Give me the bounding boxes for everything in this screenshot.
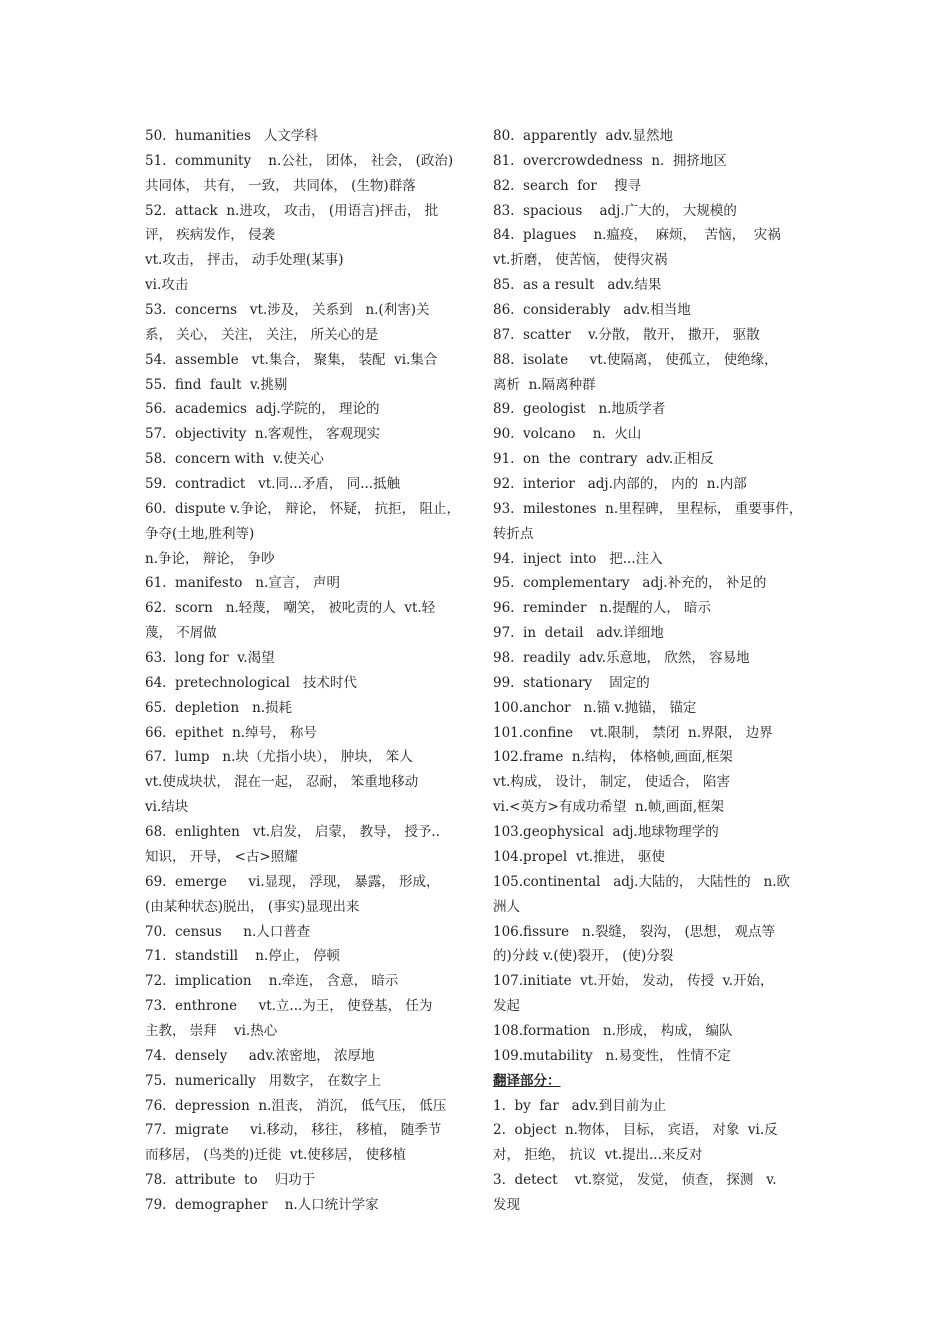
vocab-line: 91. on the contrary adv.正相反 (493, 451, 714, 468)
vocab-line: 101.confine vt.限制， 禁闭 n.界限， 边界 (493, 724, 773, 741)
vocab-line: 56. academics adj.学院的， 理论的 (145, 401, 380, 418)
vocab-line: 对， 拒绝， 抗议 vt.提出...来反对 (493, 1147, 703, 1164)
vocab-line: vi.攻击 (145, 277, 189, 294)
vocab-line: 87. scatter v.分散， 散开， 撒开， 驱散 (493, 326, 760, 343)
left-column (145, 124, 463, 1218)
vocab-line: n.争论， 辩论， 争吵 (145, 550, 275, 567)
vocab-line: 83. spacious adj.广大的， 大规模的 (493, 202, 737, 219)
vocab-line: 72. implication n.牵连， 含意， 暗示 (145, 973, 399, 990)
vocab-line: vi.<英方>有成功希望 n.帧,画面,框架 (493, 799, 725, 816)
vocab-line: 的)分歧 v.(使)裂开， (使)分裂 (493, 948, 674, 965)
vocab-line: 53. concerns vt.涉及， 关系到 n.(利害)关 (145, 302, 430, 319)
vocab-line: 85. as a result adv.结果 (493, 277, 662, 294)
vocab-line: 103.geophysical adj.地球物理学的 (493, 824, 719, 841)
vocab-line: 50. humanities 人文学科 (145, 128, 318, 144)
vocab-line: 84. plagues n.瘟疫， 麻烦， 苦恼， 灾祸 (493, 227, 781, 244)
vocab-line: 99. stationary 固定的 (493, 674, 650, 691)
vocab-line: 98. readily adv.乐意地， 欣然， 容易地 (493, 650, 750, 667)
vocab-line: 73. enthrone vt.立...为王， 使登基， 任为 (145, 998, 433, 1015)
vocab-line: 59. contradict vt.同...矛盾， 同...抵触 (145, 476, 401, 493)
vocab-line: 发现 (493, 1196, 520, 1213)
vocab-line: 77. migrate vi.移动， 移往， 移植， 随季节 (145, 1122, 442, 1139)
vocab-line: 主教， 崇拜 vi.热心 (145, 1022, 278, 1039)
vocab-line: 61. manifesto n.宣言， 声明 (145, 575, 341, 592)
vocab-line: 106.fissure n.裂缝， 裂沟， (思想， 观点等 (493, 923, 776, 940)
vocab-line: 76. depression n.沮丧， 消沉， 低气压， 低压 (145, 1097, 447, 1114)
vocab-line: 62. scorn n.轻蔑， 嘲笑， 被叱责的人 vt.轻 (145, 600, 436, 617)
vocab-line: 78. attribute to 归功于 (145, 1172, 316, 1189)
right-column (493, 124, 811, 1218)
vocab-line: 94. inject into 把...注入 (493, 550, 663, 567)
vocab-line: 52. attack n.进攻， 攻击， (用语言)抨击， 批 (145, 202, 439, 219)
vocab-line: 而移居， (鸟类的)迁徙 vt.使移居， 使移植 (145, 1147, 407, 1164)
vocab-line: 89. geologist n.地质学者 (493, 401, 666, 418)
vocab-line: vt.使成块状， 混在一起， 忍耐， 笨重地移动 (145, 774, 419, 791)
vocab-line: 离析 n.隔离种群 (493, 376, 596, 393)
vocab-line: 102.frame n.结构， 体格帧,画面,框架 (493, 749, 733, 766)
vocab-line: 54. assemble vt.集合， 聚集， 装配 vi.集合 (145, 351, 438, 368)
vocab-line: 57. objectivity n.客观性， 客观现实 (145, 426, 381, 443)
vocab-line: 66. epithet n.绰号， 称号 (145, 724, 317, 741)
vocab-line: 81. overcrowdedness n. 拥挤地区 (493, 152, 727, 169)
vocab-line: 107.initiate vt.开始， 发动， 传授 v.开始， (493, 973, 774, 990)
vocab-line: 64. pretechnological 技术时代 (145, 674, 357, 691)
vocab-line: 68. enlighten vt.启发， 启蒙， 教导， 授予.. (145, 824, 440, 841)
vocab-line: 97. in detail adv.详细地 (493, 625, 664, 642)
vocab-line: 108.formation n.形成， 构成， 编队 (493, 1022, 733, 1039)
vocab-line: 95. complementary adj.补充的， 补足的 (493, 575, 767, 592)
vocab-line: 67. lump n.块（尤指小块）， 肿块， 笨人 (145, 749, 413, 766)
vocab-line: vi.结块 (145, 799, 189, 816)
vocab-line: 105.continental adj.大陆的， 大陆性的 n.欧 (493, 873, 791, 890)
vocab-line: vt.攻击， 抨击， 动手处理(某事) (145, 252, 344, 269)
vocab-line: 系， 关心， 关注， 关注， 所关心的是 (145, 326, 379, 343)
vocab-line: 88. isolate vt.使隔离， 使孤立， 使绝缘， (493, 351, 778, 368)
vocab-line: 3. detect vt.察觉， 发觉， 侦查， 探测 v. (493, 1172, 777, 1189)
vocab-line: 93. milestones n.里程碑， 里程标， 重要事件， (493, 500, 803, 517)
vocab-line: 82. search for 搜寻 (493, 177, 642, 194)
vocab-line: 70. census n.人口普查 (145, 923, 311, 940)
section-heading: 翻译部分： (493, 1072, 561, 1089)
vocab-line: 60. dispute v.争论， 辩论， 怀疑， 抗拒， 阻止， (145, 500, 460, 517)
vocab-line: 2. object n.物体， 目标， 宾语， 对象 vi.反 (493, 1122, 778, 1139)
vocab-line: 争夺(土地,胜利等) (145, 525, 255, 542)
vocab-line: 58. concern with v.使关心 (145, 451, 324, 468)
vocab-line: 74. densely adv.浓密地， 浓厚地 (145, 1047, 375, 1064)
vocab-line: 86. considerably adv.相当地 (493, 302, 691, 319)
vocab-line: (由某种状态)脱出， (事实)显现出来 (145, 898, 360, 915)
vocab-line: 109.mutability n.易变性， 性情不定 (493, 1047, 731, 1064)
vocab-line: 100.anchor n.锚 v.抛锚， 锚定 (493, 699, 697, 716)
vocab-line: vt.折磨， 使苦恼， 使得灾祸 (493, 252, 668, 269)
vocab-line: 104.propel vt.推进， 驱使 (493, 848, 665, 865)
vocab-line: 1. by far adv.到目前为止 (493, 1097, 667, 1114)
vocab-line: 96. reminder n.提醒的人， 暗示 (493, 600, 712, 617)
vocab-line: 转折点 (493, 525, 534, 542)
vocab-line: 55. find fault v.挑剔 (145, 376, 288, 393)
vocab-line: 90. volcano n. 火山 (493, 426, 642, 443)
vocab-line: 80. apparently adv.显然地 (493, 128, 674, 144)
vocab-line: 92. interior adj.内部的， 内的 n.内部 (493, 476, 747, 493)
vocab-line: 洲人 (493, 898, 520, 915)
vocab-line: 79. demographer n.人口统计学家 (145, 1196, 379, 1213)
vocab-line: 知识， 开导， <古>照耀 (145, 848, 298, 865)
vocab-line: 69. emerge vi.显现， 浮现， 暴露， 形成， (145, 873, 440, 890)
vocab-line: 发起 (493, 998, 520, 1015)
vocab-line: 71. standstill n.停止， 停顿 (145, 948, 341, 965)
vocab-line: 51. community n.公社， 团体， 社会， (政治) (145, 152, 454, 169)
vocab-line: 评， 疾病发作， 侵袭 (145, 227, 276, 244)
vocab-line: 63. long for v.渴望 (145, 650, 275, 667)
vocab-line: 65. depletion n.损耗 (145, 699, 293, 716)
vocab-line: vt.构成， 设计， 制定， 使适合， 陷害 (493, 774, 731, 791)
vocab-line: 共同体， 共有， 一致， 共同体， (生物)群落 (145, 177, 416, 194)
vocab-line: 蔑， 不屑做 (145, 625, 217, 642)
vocab-line: 75. numerically 用数字， 在数字上 (145, 1072, 382, 1089)
